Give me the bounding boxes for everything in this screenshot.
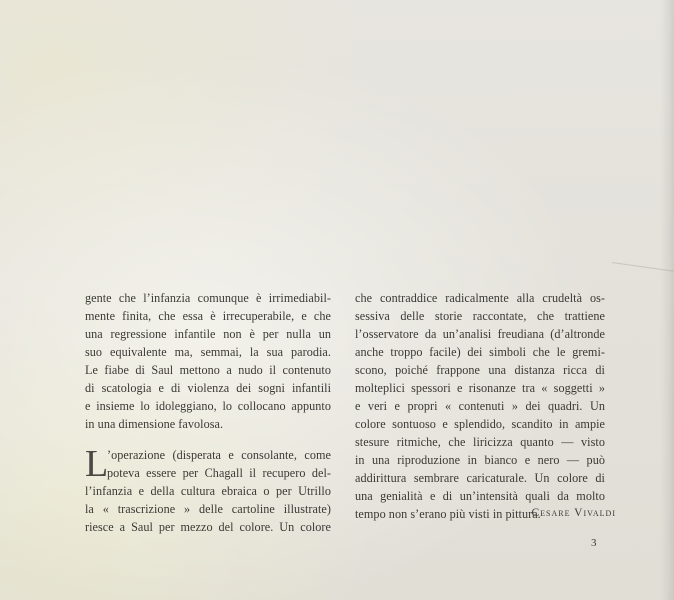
text-line: riesce a Saul per mezzo del colore. Un colore [85, 520, 331, 534]
author-signature: Cesare Vivaldi [531, 507, 616, 519]
text-line: anche troppo facile) dei simboli che le gremi- [355, 345, 605, 359]
text-line: una genialità e di un’intensità quali da molto [355, 489, 605, 503]
text-line: stesure ritmiche, che liricizza quanto — visto [355, 435, 605, 449]
text-line: e insieme lo idoleggiano, lo collocano appunto [85, 399, 331, 413]
text-line: tempo non s’erano più visti in pittura. [355, 507, 541, 521]
text-line: una regressione infantile non è per nulla un [85, 327, 331, 341]
drop-cap: L [85, 443, 109, 485]
text-line: addirittura sembrare caricaturale. Un colore di [355, 471, 605, 485]
text-line: sessiva delle storie raccontate, che trattiene [355, 309, 605, 323]
text-line: in una riproduzione in bianco e nero — può [355, 453, 605, 467]
paper-crease [607, 262, 674, 307]
text-line: poteva essere per Chagall il recupero del- [107, 466, 331, 480]
text-line: e veri e propri « contenuti » dei quadri. Un [355, 399, 605, 413]
text-line: scono, poiché frappone una distanza ricca di [355, 363, 605, 377]
text-line: gente che l’infanzia comunque è irrimediabil- [85, 291, 331, 305]
text-line: ’operazione (disperata e consolante, come [107, 448, 331, 462]
text-line: che contraddice radicalmente alla crudeltà os- [355, 291, 605, 305]
text-line: mente finita, che essa è irrecuperabile, e che [85, 309, 331, 323]
text-line: molteplici spessori e risonanze tra « soggetti » [355, 381, 605, 395]
text-line: la « trascrizione » delle cartoline illustrate) [85, 502, 331, 516]
text-line: di scatologia e di violenza dei sogni infantili [85, 381, 331, 395]
text-line: in una dimensione favolosa. [85, 417, 224, 431]
left-text-column [85, 289, 331, 433]
second-paragraph [85, 443, 331, 536]
text-line: colore sontuoso e splendido, scandito in ampie [355, 417, 605, 431]
right-text-column [355, 289, 605, 523]
page-number: 3 [591, 537, 597, 549]
text-line: l’infanzia e della cultura ebraica o per Utrillo [85, 484, 331, 498]
text-line: suo equivalente ma, semmai, la sua parodia. [85, 345, 331, 359]
text-line: l’osservatore da un’analisi freudiana (d’altronde [355, 327, 605, 341]
text-line: Le fiabe di Saul mettono a nudo il contenuto [85, 363, 331, 377]
